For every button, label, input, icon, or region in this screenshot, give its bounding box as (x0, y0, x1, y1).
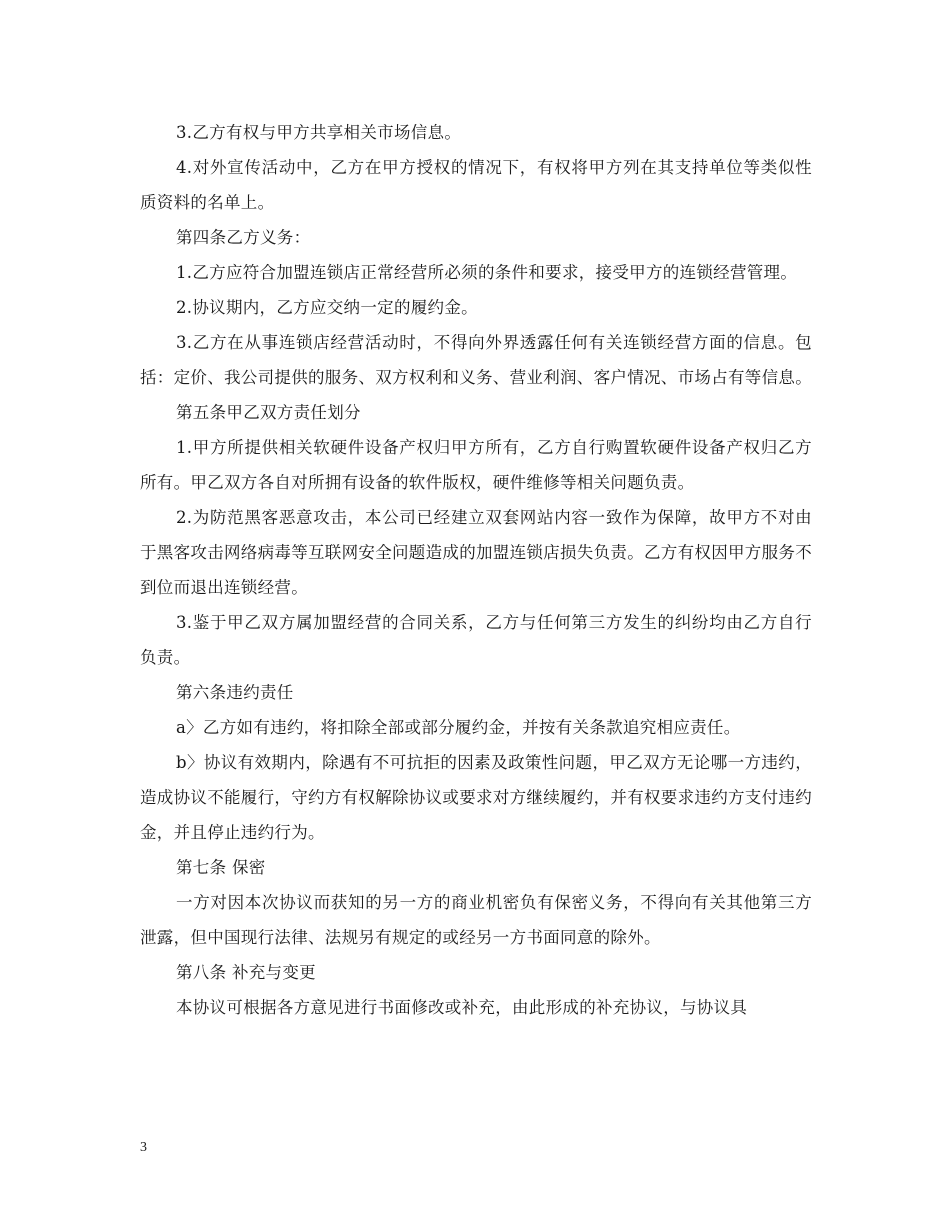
paragraph-article-8-body: 本协议可根据各方意见进行书面修改或补充，由此形成的补充协议，与协议具 (176, 998, 748, 1017)
section-heading-article-4: 第四条乙方义务： (176, 228, 311, 247)
paragraph-article-4-item-3: 3.乙方在从事连锁店经营活动时，不得向外界透露任何有关连锁经营方面的信息。包括：定价、我公司提供的服务、双方权利和义务、营业利润、客户情况、市场占有等信息。 (140, 333, 812, 387)
paragraph-article-5-item-2: 2.为防范黑客恶意攻击，本公司已经建立双套网站内容一致作为保障，故甲方不对由于黑客攻击网络病毒等互联网安全问题造成的加盟连锁店损失负责。乙方有权因甲方服务不到位而退出连锁经营。 (140, 508, 812, 597)
section-heading-article-8: 第八条 补充与变更 (176, 963, 316, 982)
paragraph-article-4-item-1: 1.乙方应符合加盟连锁店正常经营所必须的条件和要求，接受甲方的连锁经营管理。 (176, 263, 798, 282)
section-heading-article-6: 第六条违约责任 (176, 683, 294, 702)
paragraph-clause-3-rights-info: 3.乙方有权与甲方共享相关市场信息。 (176, 123, 462, 142)
paragraph-article-6-item-b: b〉协议有效期内，除遇有不可抗拒的因素及政策性问题，甲乙双方无论哪一方违约，造成协议不能履行，守约方有权解除协议或要求对方继续履约，并有权要求违约方支付违约金，并且停止违约行为。 (140, 753, 812, 842)
paragraph-article-5-item-1: 1.甲方所提供相关软硬件设备产权归甲方所有，乙方自行购置软硬件设备产权归乙方所有。甲乙双方各自对所拥有设备的软件版权，硬件维修等相关问题负责。 (140, 438, 812, 492)
paragraph-article-6-item-a: a〉乙方如有违约，将扣除全部或部分履约金，并按有关条款追究相应责任。 (176, 718, 741, 737)
page-number: 3 (140, 1140, 147, 1155)
section-heading-article-7: 第七条 保密 (176, 858, 266, 877)
paragraph-article-4-item-2: 2.协议期内，乙方应交纳一定的履约金。 (176, 298, 478, 317)
paragraph-article-5-item-3: 3.鉴于甲乙双方属加盟经营的合同关系，乙方与任何第三方发生的纠纷均由乙方自行负责。 (140, 613, 812, 667)
section-heading-article-5: 第五条甲乙双方责任划分 (176, 403, 361, 422)
paragraph-article-7-body: 一方对因本次协议而获知的另一方的商业机密负有保密义务，不得向有关其他第三方泄露，但中国现行法律、法规另有规定的或经另一方书面同意的除外。 (140, 893, 812, 947)
document-body (140, 115, 812, 1025)
paragraph-clause-4-publicity: 4.对外宣传活动中，乙方在甲方授权的情况下，有权将甲方列在其支持单位等类似性质资料的名单上。 (140, 158, 812, 212)
